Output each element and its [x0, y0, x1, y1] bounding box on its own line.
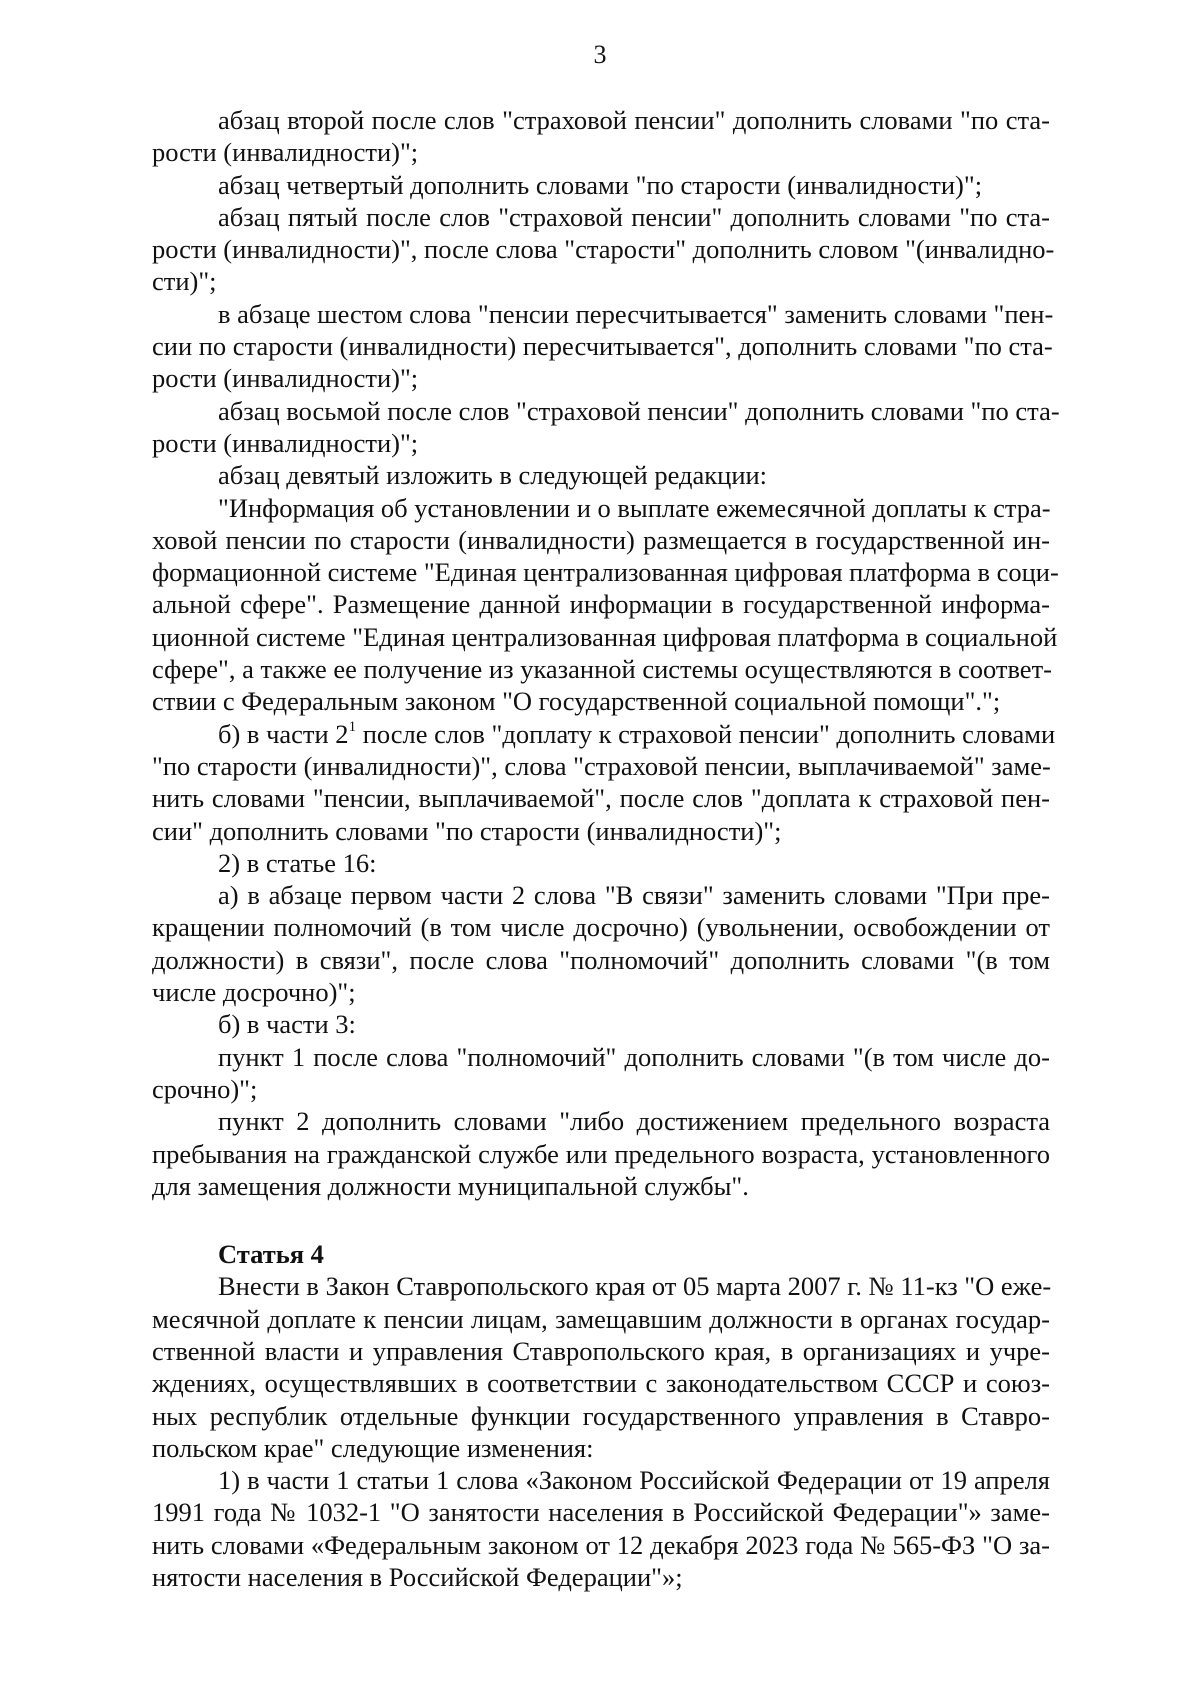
text-line: формационной системе "Единая централизованная цифровая платформа в соци-	[152, 557, 1059, 588]
text-line: абзац восьмой после слов "страховой пенсии" дополнить словами "по ста-	[218, 395, 1060, 426]
section-gap	[152, 1202, 1050, 1238]
text-line: ственной власти и управления Ставропольского края, в организациях и учре-	[152, 1335, 1050, 1366]
text-line: сфере", а также ее получение из указанной системы осуществляются в соответ-	[152, 654, 1052, 685]
document-body	[152, 104, 1060, 1593]
text-line: польском крае" следующие изменения:	[152, 1432, 594, 1463]
text-line: а) в абзаце первом части 2 слова "В связи" заменить словами "При пре-	[218, 880, 1050, 911]
text-line: абзац второй после слов "страховой пенсии" дополнить словами "по ста-	[218, 105, 1050, 135]
text-line: рости (инвалидности)";	[152, 363, 419, 394]
text-line: рости (инвалидности)";	[152, 427, 419, 458]
text-line: в абзаце шестом слова "пенсии пересчитывается" заменить словами "пен-	[218, 298, 1054, 329]
text-line: "по старости (инвалидности)", слова "страховой пенсии, выплачиваемой" заме-	[152, 750, 1051, 781]
text-line: срочно)";	[152, 1073, 258, 1104]
text-line: ховой пенсии по старости (инвалидности) размещается в государственной ин-	[152, 524, 1050, 555]
text-line: нятости населения в Российской Федерации"»;	[152, 1562, 683, 1593]
text-line: ционной системе "Единая централизованная цифровая платформа в социальной	[152, 621, 1058, 652]
text-line: ждениях, осуществлявших в соответствии с законодательством СССР и союз-	[152, 1368, 1050, 1399]
text-line: сти)";	[152, 266, 217, 297]
article-heading: Статья 4	[218, 1239, 324, 1270]
text-line: числе досрочно)";	[152, 977, 356, 1008]
text-line: абзац девятый изложить в следующей редакции:	[218, 460, 768, 491]
text-line: абзац четвертый дополнить словами "по старости (инвалидности)";	[218, 169, 983, 200]
superscript: 1	[348, 718, 357, 735]
text-line: 1991 года № 1032-1 "О занятости населения в Российской Федерации"» заме-	[152, 1497, 1050, 1528]
text-line: Внести в Закон Ставропольского края от 05 марта 2007 г. № 11-кз "О еже-	[218, 1271, 1052, 1302]
text-line: кращении полномочий (в том числе досрочно) (увольнении, освобождении от	[152, 912, 1050, 943]
text-line: ствии с Федеральным законом "О государственной социальной помощи".";	[152, 686, 1001, 717]
text-line: месячной доплате к пенсии лицам, замещавшим должности в органах государ-	[152, 1303, 1050, 1334]
text-line: пункт 1 после слова "полномочий" дополнить словами "(в том числе до-	[218, 1041, 1050, 1072]
text-line: абзац пятый после слов "страховой пенсии" дополнить словами "по ста-	[218, 201, 1050, 232]
page-number: 3	[593, 40, 607, 69]
text-line: пункт 2 дополнить словами "либо достижением предельного возраста	[218, 1106, 1050, 1137]
text-line: альной сфере". Размещение данной информации в государственной информа-	[152, 589, 1050, 620]
text-line: "Информация об установлении и о выплате ежемесячной доплаты к стра-	[218, 492, 1051, 523]
text-line: для замещения должности муниципальной службы".	[152, 1170, 749, 1201]
text-line: 2) в статье 16:	[218, 847, 377, 878]
text-line: должности) в связи", после слова "полномочий" дополнить словами "(в том	[152, 944, 1050, 975]
text-line: 1) в части 1 статьи 1 слова «Законом Российской Федерации от 19 апреля	[218, 1465, 1050, 1496]
text-line: рости (инвалидности)";	[152, 137, 419, 168]
text-line: ных республик отдельные функции государственного управления в Ставро-	[152, 1400, 1050, 1431]
text-fragment: б) в части 2	[218, 718, 349, 749]
text-line: нить словами "пенсии, выплачиваемой", после слов "доплата к страховой пен-	[152, 783, 1050, 814]
text-line: б) в части 3:	[218, 1009, 356, 1040]
text-line: рости (инвалидности)", после слова "старости" дополнить словом "(инвалидно-	[152, 234, 1055, 265]
text-line: сии по старости (инвалидности) пересчитывается", дополнить словами "по ста-	[152, 331, 1053, 362]
text-line	[152, 718, 1056, 750]
text-fragment: после слов "доплату к страховой пенсии" дополнить словами	[356, 718, 1056, 749]
text-line: пребывания на гражданской службе или предельного возраста, установленного	[152, 1138, 1050, 1169]
text-line: сии" дополнить словами "по старости (инвалидности)";	[152, 815, 782, 846]
text-line: нить словами «Федеральным законом от 12 декабря 2023 года № 565-ФЗ "О за-	[152, 1529, 1050, 1560]
